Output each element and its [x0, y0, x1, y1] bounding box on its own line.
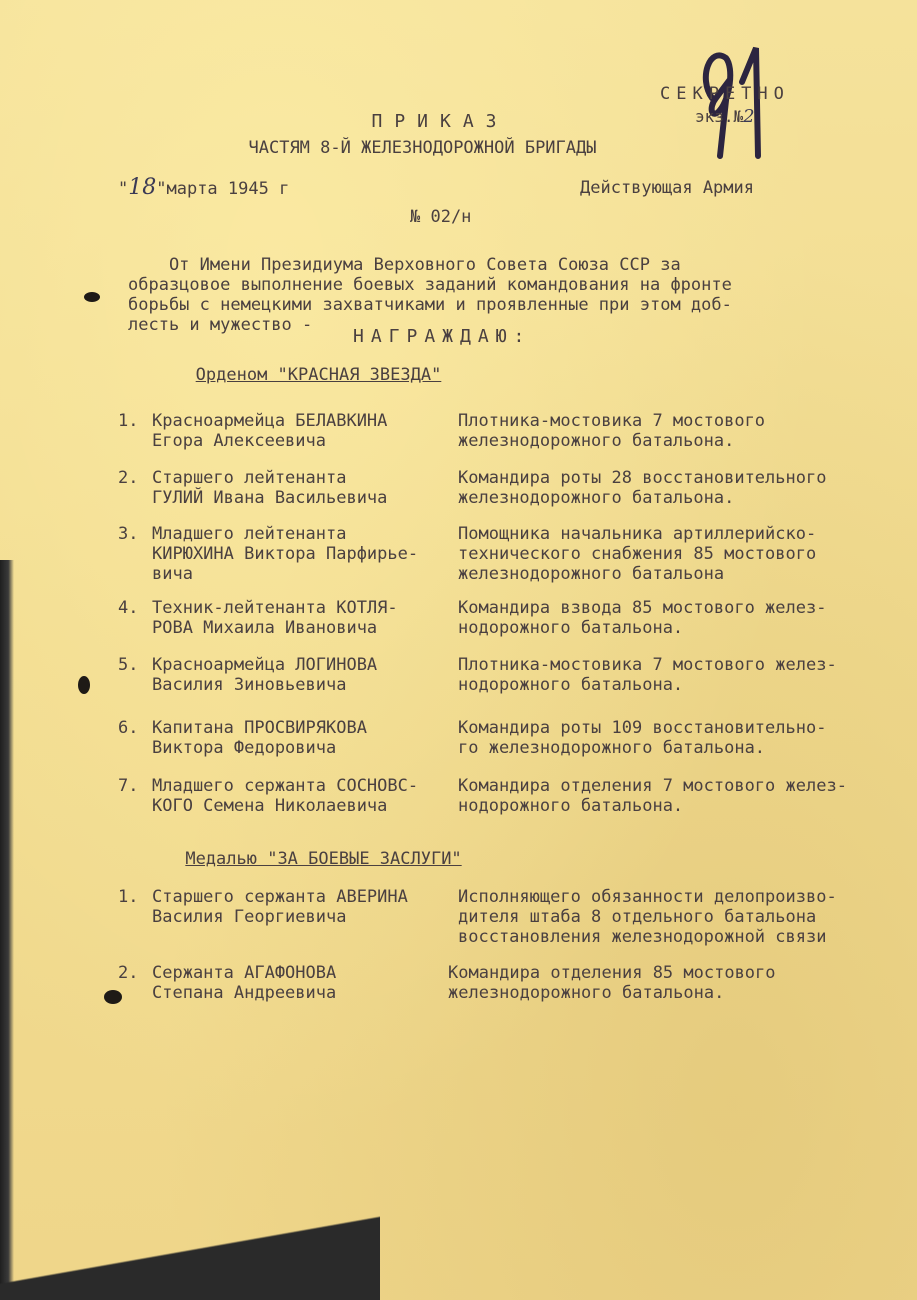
page-shadow-bottom — [0, 1180, 380, 1300]
ink-stain — [78, 676, 90, 694]
entry-number: 4. — [118, 598, 139, 618]
recipient-name: Старшего лейтенанта ГУЛИЙ Ивана Васильевича — [152, 468, 388, 508]
recipient-position: Командира отделения 7 мостового желез- нодорожного батальона. — [458, 776, 847, 816]
entry-number: 2. — [118, 468, 139, 488]
order-preamble: От Имени Президиума Верховного Совета Союза ССР за образцовое выполнение боевых заданий командования на фронте борьбы с немецкими захватчиками и проявленные при этом доб- лесть и мужество - — [128, 255, 732, 335]
recipient-name: Капитана ПРОСВИРЯКОВА Виктора Федоровича — [152, 718, 367, 758]
recipient-position: Исполняющего обязанности делопроизво- дителя штаба 8 отдельного батальона восстановления железнодорожной связи — [458, 887, 837, 947]
ink-stain — [104, 990, 122, 1004]
order-date: "18"марта 1945 г — [118, 175, 290, 200]
recipient-name: Старшего сержанта АВЕРИНА Василия Георгиевича — [152, 887, 408, 927]
entry-number: 6. — [118, 718, 139, 738]
recipient-name: Младшего сержанта СОСНОВС- КОГО Семена Николаевича — [152, 776, 419, 816]
section-heading-combat-merit: Медалью "ЗА БОЕВЫЕ ЗАСЛУГИ" — [185, 849, 462, 869]
recipient-name: Младшего лейтенанта КИРЮХИНА Виктора Парфирье- вича — [152, 524, 419, 584]
recipient-position: Помощника начальника артиллерийско- технического снабжения 85 мостового железнодорожного батальона — [458, 524, 817, 584]
recipient-position: Плотника-мостовика 7 мостового железнодорожного батальона. — [458, 411, 766, 451]
recipient-position: Плотника-мостовика 7 мостового желез- нодорожного батальона. — [458, 655, 837, 695]
date-rest: "марта 1945 г — [156, 179, 290, 199]
recipient-name: Красноармейца БЕЛАВКИНА Егора Алексеевича — [152, 411, 388, 451]
entry-number: 7. — [118, 776, 139, 796]
awarding-heading: НАГРАЖДАЮ: — [353, 326, 532, 347]
entry-number: 1. — [118, 411, 139, 431]
order-place: Действующая Армия — [580, 178, 754, 198]
copy-label: экз.№ — [695, 107, 744, 126]
entry-number: 2. — [118, 963, 139, 983]
order-subtitle: ЧАСТЯМ 8-Й ЖЕЛЕЗНОДОРОЖНОЙ БРИГАДЫ — [248, 138, 597, 158]
entry-number: 1. — [118, 887, 139, 907]
recipient-position: Командира взвода 85 мостового желез- нодорожного батальона. — [458, 598, 827, 638]
recipient-name: Техник-лейтенанта КОТЛЯ- РОВА Михаила Ивановича — [152, 598, 398, 638]
order-title: ПРИКАЗ — [371, 111, 509, 132]
classification-stamp: СЕКРЕТНО — [660, 84, 790, 104]
recipient-name: Красноармейца ЛОГИНОВА Василия Зиновьевича — [152, 655, 378, 695]
date-day-handwritten: 18 — [128, 175, 157, 200]
order-number: № 02/н — [410, 207, 472, 227]
entry-number: 3. — [118, 524, 139, 544]
recipient-name: Сержанта АГАФОНОВА Степана Андреевича — [152, 963, 337, 1003]
section-heading-red-star: Орденом "КРАСНАЯ ЗВЕЗДА" — [195, 365, 442, 385]
ink-stain — [84, 292, 100, 302]
recipient-position: Командира роты 28 восстановительного железнодорожного батальона. — [458, 468, 827, 508]
entry-number: 5. — [118, 655, 139, 675]
copy-number-handwritten: 2 — [743, 106, 755, 127]
recipient-position: Командира роты 109 восстановительно- го железнодорожного батальона. — [458, 718, 827, 758]
recipient-position: Командира отделения 85 мостового железнодорожного батальона. — [448, 963, 776, 1003]
